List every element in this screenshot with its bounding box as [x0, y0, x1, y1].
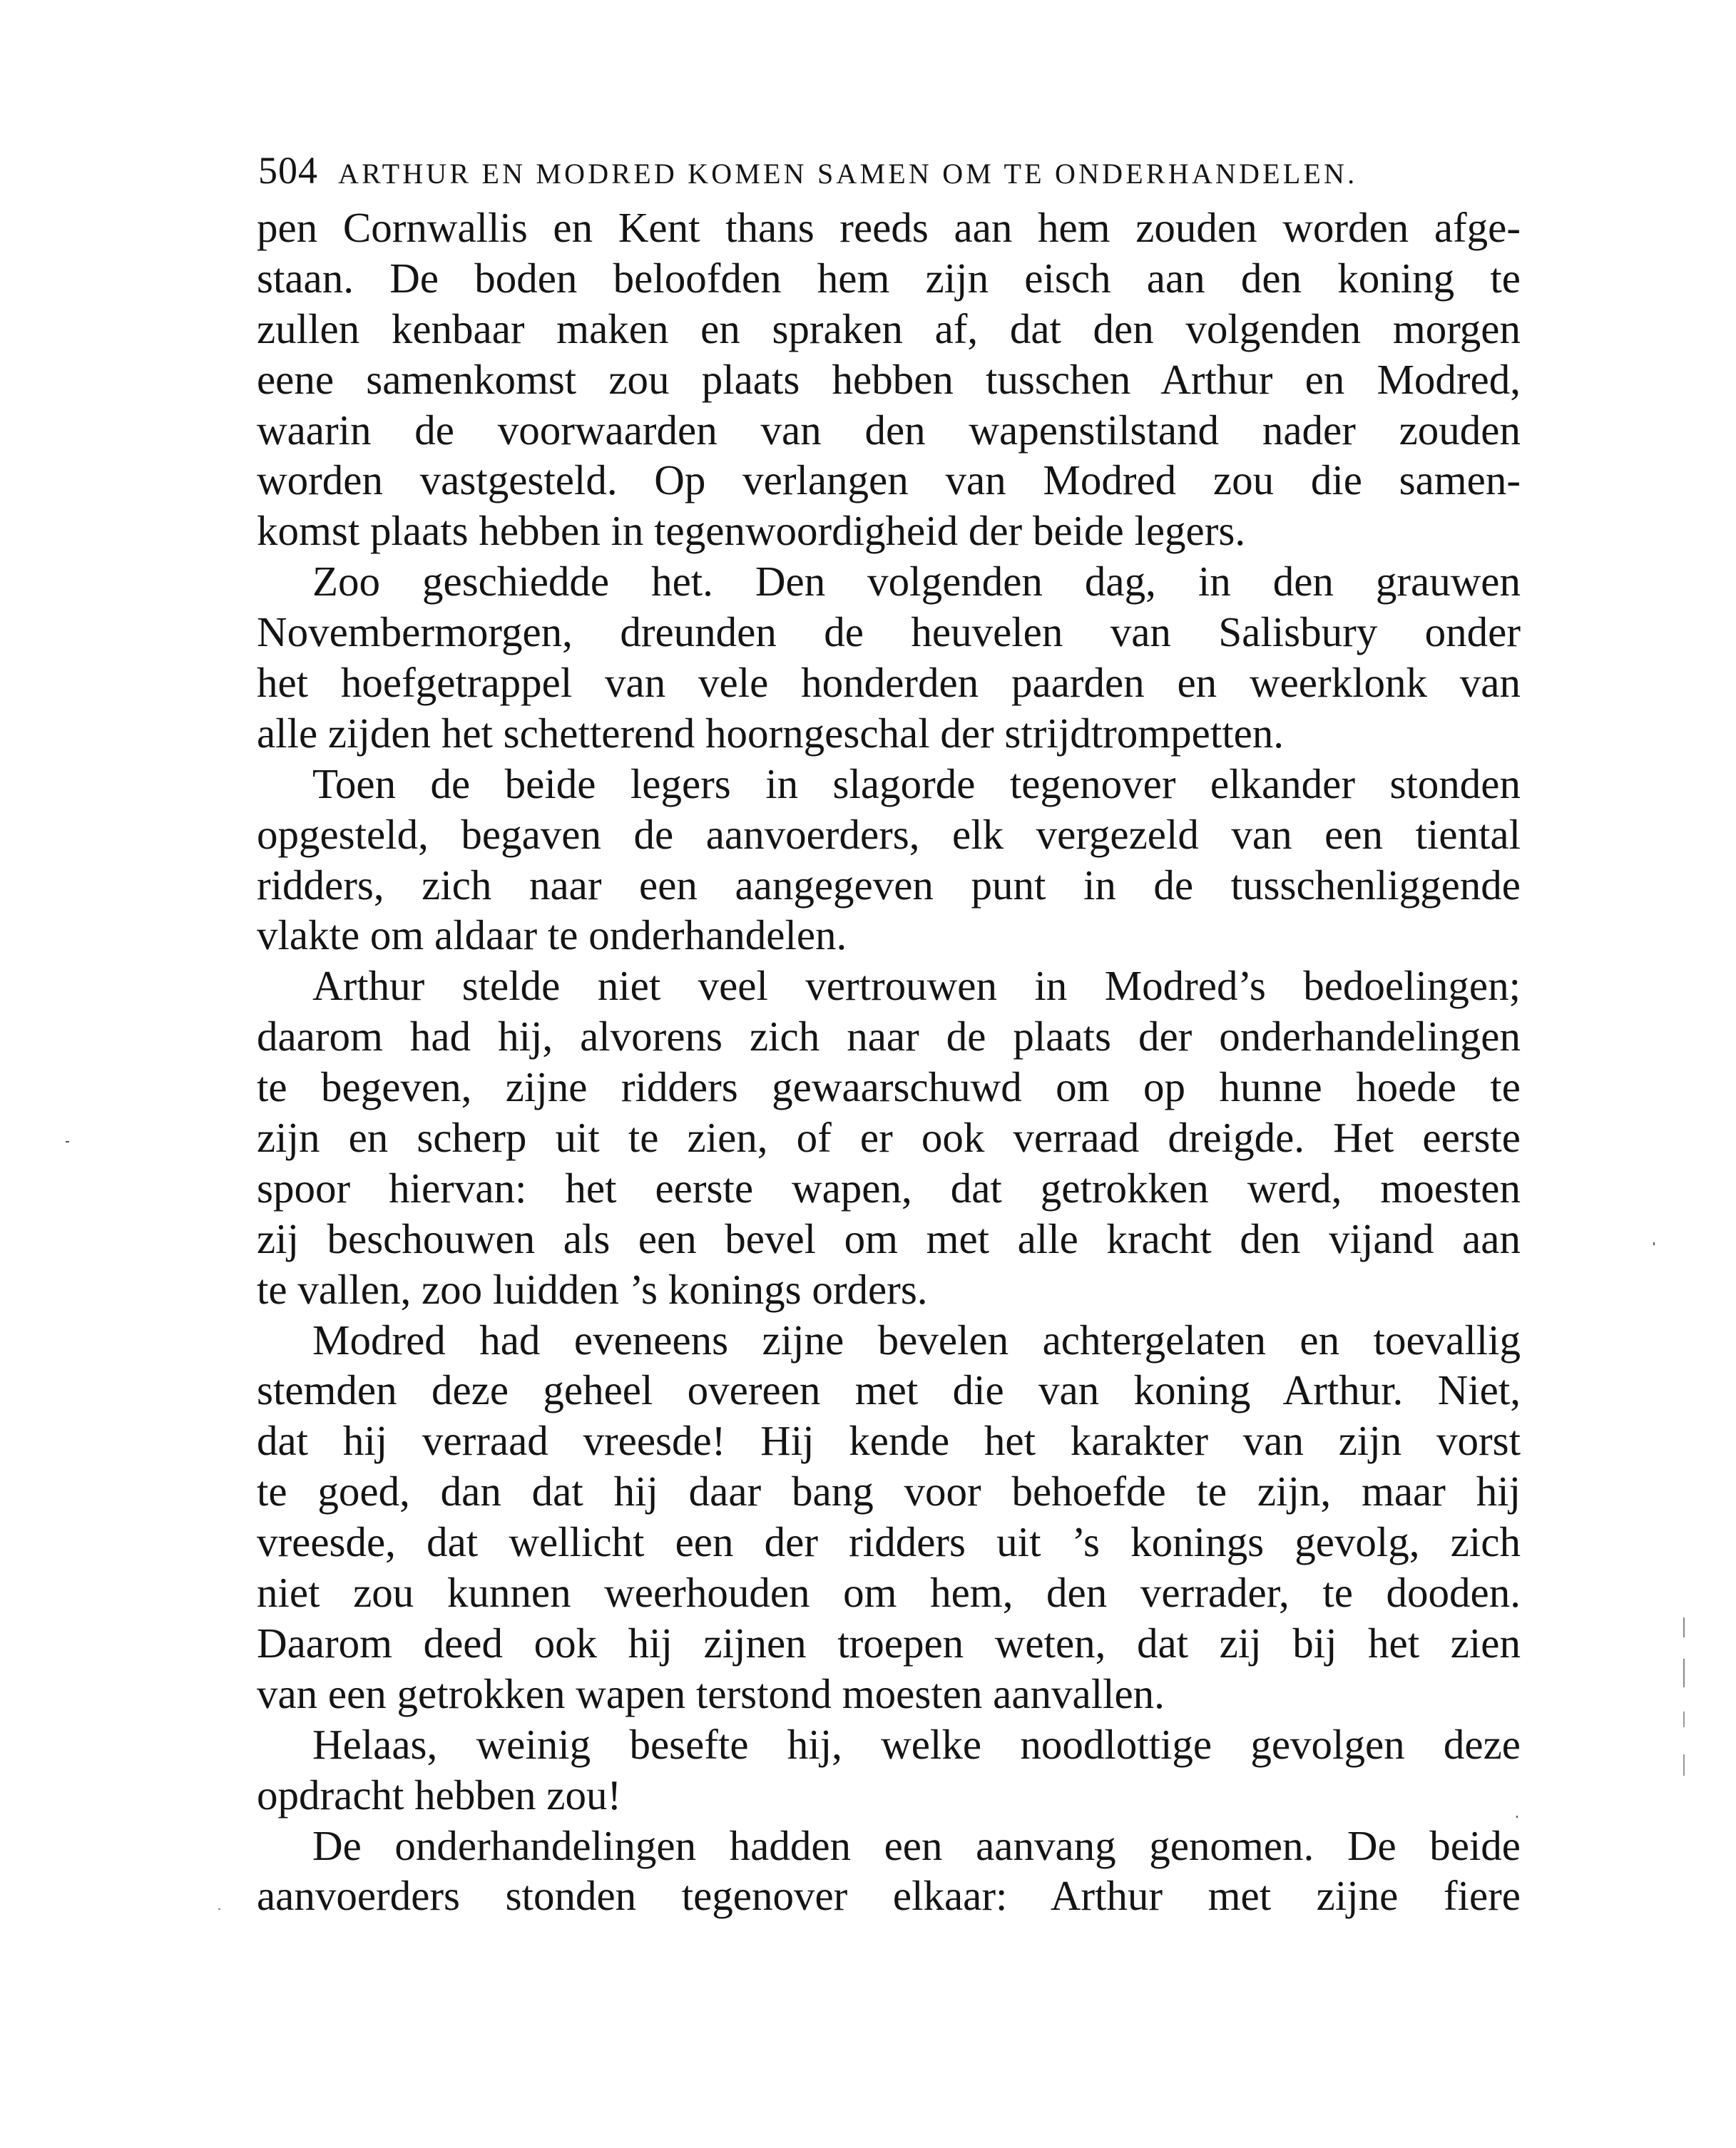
text-line: stemden deze geheel overeen met die van koning Arthur. Niet, — [257, 1366, 1521, 1414]
text-line: ridders, zich naar een aangegeven punt in de tusschenliggende — [257, 861, 1521, 909]
paragraph — [257, 1315, 1521, 1719]
text-line: dat hij verraad vreesde! Hij kende het karakter van zijn vorst — [257, 1417, 1521, 1465]
paragraph — [257, 1821, 1521, 1922]
text-line: Arthur stelde niet veel vertrouwen in Modred’s bedoelingen; — [312, 962, 1521, 1010]
text-line: komst plaats hebben in tegenwoordigheid der beide legers. — [257, 507, 1246, 555]
text-line: opgesteld, begaven de aanvoerders, elk vergezeld van een tiental — [257, 810, 1521, 858]
paragraph — [257, 1719, 1521, 1821]
text-line: Modred had eveneens zijne bevelen achtergelaten en toevallig — [312, 1316, 1521, 1364]
body-text — [257, 203, 1521, 1921]
text-line: vreesde, dat wellicht een der ridders uit ’s konings gevolg, zich — [257, 1518, 1521, 1566]
text-line: worden vastgesteld. Op verlangen van Modred zou die samen- — [257, 456, 1521, 504]
running-title: ARTHUR EN MODRED KOMEN SAMEN OM TE ONDERHANDELEN. — [338, 158, 1358, 190]
text-line: vlakte om aldaar te onderhandelen. — [257, 911, 847, 959]
text-line: van een getrokken wapen terstond moesten aanvallen. — [257, 1669, 1165, 1717]
text-line: zullen kenbaar maken en spraken af, dat den volgenden morgen — [257, 305, 1521, 352]
paragraph — [257, 759, 1521, 961]
text-line: Zoo geschiedde het. Den volgenden dag, in den grauwen — [312, 558, 1521, 605]
paragraph — [257, 203, 1521, 556]
text-line: Helaas, weinig besefte hij, welke noodlottige gevolgen deze — [312, 1720, 1521, 1768]
paragraph — [257, 556, 1521, 759]
text-line: Daarom deed ook hij zijnen troepen weten, dat zij bij het zien — [257, 1619, 1521, 1667]
text-line: waarin de voorwaarden van den wapenstilstand nader zouden — [257, 406, 1521, 454]
scan-speck — [66, 1141, 69, 1142]
text-line: opdracht hebben zou! — [257, 1771, 622, 1819]
text-line: spoor hiervan: het eerste wapen, dat getrokken werd, moesten — [257, 1164, 1521, 1212]
text-line: aanvoerders stonden tegenover elkaar: Arthur met zijne fiere — [257, 1872, 1521, 1920]
text-line: te goed, dan dat hij daar bang voor behoefde te zijn, maar hij — [257, 1468, 1521, 1515]
text-line: zij beschouwen als een bevel om met alle kracht den vijand aan — [257, 1214, 1521, 1262]
text-line: te vallen, zoo luidden ’s konings orders. — [257, 1265, 928, 1313]
scan-speck — [1653, 1242, 1655, 1245]
text-line: De onderhandelingen hadden een aanvang genomen. De beide — [312, 1821, 1521, 1869]
text-line: pen Cornwallis en Kent thans reeds aan hem zouden worden afge- — [257, 204, 1521, 251]
text-line: zijn en scherp uit te zien, of er ook verraad dreigde. Het eerste — [257, 1114, 1521, 1162]
text-line: daarom had hij, alvorens zich naar de plaats der onderhandelingen — [257, 1013, 1521, 1060]
text-line: alle zijden het schetterend hoorngeschal der strijdtrompetten. — [257, 709, 1285, 757]
text-line: eene samenkomst zou plaats hebben tusschen Arthur en Modred, — [257, 355, 1521, 403]
scan-speck — [1683, 1712, 1685, 1727]
scan-speck — [218, 1908, 220, 1910]
page-number: 504 — [258, 149, 318, 192]
paragraph — [257, 961, 1521, 1314]
text-line: Toen de beide legers in slagorde tegenover elkander stonden — [312, 760, 1521, 807]
text-line: Novembermorgen, dreunden de heuvelen van Salisbury onder — [257, 608, 1521, 656]
text-line: te begeven, zijne ridders gewaarschuwd om op hunne hoede te — [257, 1063, 1521, 1111]
text-line: het hoefgetrappel van vele honderden paarden en weerklonk van — [257, 659, 1521, 707]
running-head — [258, 148, 1521, 191]
scan-speck — [1516, 1816, 1518, 1818]
scan-speck — [1683, 1754, 1685, 1776]
scan-speck — [1683, 1617, 1685, 1637]
scan-speck — [1683, 1659, 1685, 1687]
text-line: niet zou kunnen weerhouden om hem, den verrader, te dooden. — [257, 1569, 1521, 1617]
text-line: staan. De boden beloofden hem zijn eisch aan den koning te — [257, 254, 1521, 302]
